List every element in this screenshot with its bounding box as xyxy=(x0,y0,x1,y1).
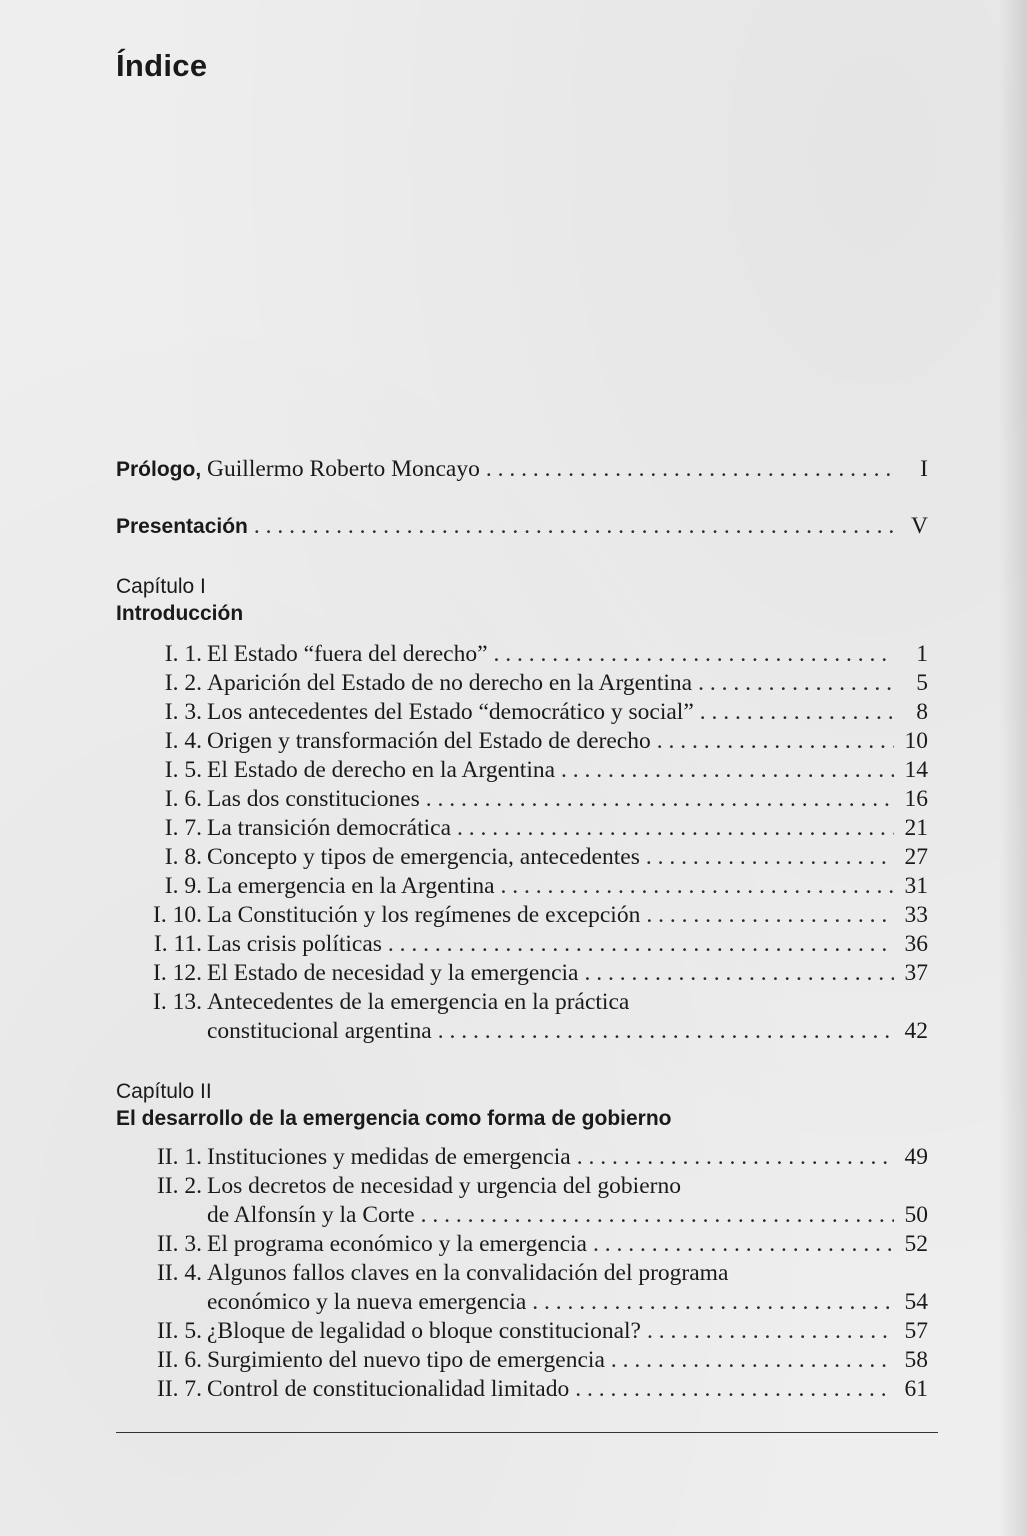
toc-entry xyxy=(116,872,928,901)
section-number: I. 3. xyxy=(164,699,202,725)
page-number: 42 xyxy=(904,1018,928,1044)
dot-leader xyxy=(698,669,894,698)
presentacion-label: Presentación xyxy=(116,515,248,538)
dot-leader xyxy=(575,1375,894,1404)
dot-leader xyxy=(561,756,894,785)
toc-entry xyxy=(116,901,928,930)
dot-leader xyxy=(647,1317,894,1346)
section-title: La Constitución y los regímenes de excepción xyxy=(207,902,641,928)
page-number: 37 xyxy=(904,960,928,986)
section-number: II. 3. xyxy=(156,1231,202,1257)
section-number: I. 6. xyxy=(164,786,202,812)
toc-entry-presentacion xyxy=(116,512,928,541)
toc-entry xyxy=(116,640,928,669)
section-title: Las dos constituciones xyxy=(207,786,420,812)
section-number: I. 4. xyxy=(164,728,202,754)
chapter-2-title: El desarrollo de la emergencia como forma de gobierno xyxy=(116,1107,672,1130)
dot-leader xyxy=(646,843,894,872)
page-number: 14 xyxy=(904,757,928,783)
toc-entry-continuation xyxy=(116,1017,928,1046)
dot-leader xyxy=(646,901,894,930)
page-number: V xyxy=(911,513,928,539)
toc-entry xyxy=(116,698,928,727)
toc-entry-title xyxy=(116,455,480,484)
dot-leader xyxy=(577,1143,894,1172)
dot-leader xyxy=(700,698,894,727)
section-title: Origen y transformación del Estado de derecho xyxy=(207,728,651,754)
section-number: II. 5. xyxy=(156,1318,202,1344)
toc-entry xyxy=(116,1143,928,1172)
toc-entry xyxy=(116,988,928,1017)
section-title: El programa económico y la emergencia xyxy=(207,1231,587,1257)
dot-leader xyxy=(593,1230,894,1259)
section-number: I. 10. xyxy=(153,902,202,928)
page-number: 57 xyxy=(904,1318,928,1344)
section-number: I. 1. xyxy=(164,641,202,667)
toc-entry xyxy=(116,756,928,785)
page-number: 54 xyxy=(904,1289,928,1315)
section-title: Antecedentes de la emergencia en la práctica xyxy=(207,989,630,1015)
toc-entry xyxy=(116,1346,928,1375)
prologo-author: Guillermo Roberto Moncayo xyxy=(207,456,480,482)
page-number: 52 xyxy=(904,1231,928,1257)
dot-leader xyxy=(501,872,894,901)
section-title: Surgimiento del nuevo tipo de emergencia xyxy=(207,1347,605,1373)
page-number: 36 xyxy=(904,931,928,957)
toc-entry xyxy=(116,1259,928,1288)
page-number: 1 xyxy=(916,641,928,667)
toc-entry xyxy=(116,727,928,756)
dot-leader xyxy=(254,512,894,541)
page-number: 31 xyxy=(904,873,928,899)
section-title-continued: de Alfonsín y la Corte xyxy=(207,1202,415,1228)
dot-leader xyxy=(585,959,895,988)
chapter-2-label: Capítulo II xyxy=(116,1080,212,1103)
section-title: ¿Bloque de legalidad o bloque constitucional? xyxy=(207,1318,641,1344)
dot-leader xyxy=(426,785,894,814)
section-title: El Estado “fuera del derecho” xyxy=(207,641,488,667)
section-title: Aparición del Estado de no derecho en la Argentina xyxy=(207,670,693,696)
page-number: 50 xyxy=(904,1202,928,1228)
index-heading: Índice xyxy=(116,48,208,83)
dot-leader xyxy=(388,930,894,959)
section-title: El Estado de necesidad y la emergencia xyxy=(207,960,579,986)
chapter-1-label: Capítulo I xyxy=(116,575,206,598)
dot-leader xyxy=(611,1346,894,1375)
toc-entry xyxy=(116,930,928,959)
dot-leader xyxy=(457,814,894,843)
section-title: Las crisis políticas xyxy=(207,931,382,957)
section-title-continued: económico y la nueva emergencia xyxy=(207,1289,527,1315)
section-number: I. 12. xyxy=(153,960,202,986)
section-title: Instituciones y medidas de emergencia xyxy=(207,1144,571,1170)
page-number: 27 xyxy=(904,844,928,870)
toc-entry xyxy=(116,1375,928,1404)
section-number: I. 7. xyxy=(164,815,202,841)
section-number: II. 4. xyxy=(156,1260,202,1286)
page-edge-shadow xyxy=(999,0,1027,1536)
page-number: 5 xyxy=(916,670,928,696)
dot-leader xyxy=(657,727,894,756)
page-number: I xyxy=(920,456,928,482)
dot-leader xyxy=(438,1017,894,1046)
section-title: Concepto y tipos de emergencia, antecedentes xyxy=(207,844,640,870)
page-number: 16 xyxy=(904,786,928,812)
section-title: Los decretos de necesidad y urgencia del gobierno xyxy=(207,1173,681,1199)
page-number: 58 xyxy=(904,1347,928,1373)
toc-entry xyxy=(116,843,928,872)
toc-entry xyxy=(116,1230,928,1259)
page-number: 33 xyxy=(904,902,928,928)
toc-entry xyxy=(116,1317,928,1346)
section-number: I. 9. xyxy=(164,873,202,899)
page-number: 61 xyxy=(904,1376,928,1402)
page-number: 10 xyxy=(904,728,928,754)
prologo-label: Prólogo, xyxy=(116,458,202,481)
toc-entry xyxy=(116,959,928,988)
toc-entry xyxy=(116,1172,928,1201)
page-number: 49 xyxy=(904,1144,928,1170)
section-number: I. 5. xyxy=(164,757,202,783)
toc-entry-continuation xyxy=(116,1201,928,1230)
section-number: I. 8. xyxy=(164,844,202,870)
section-title: El Estado de derecho en la Argentina xyxy=(207,757,556,783)
section-number: II. 1. xyxy=(156,1144,202,1170)
dot-leader xyxy=(486,455,894,484)
section-number: II. 6. xyxy=(156,1347,202,1373)
dot-leader xyxy=(532,1288,894,1317)
chapter-1-title: Introducción xyxy=(116,602,244,625)
section-title: La emergencia en la Argentina xyxy=(207,873,495,899)
section-title: La transición democrática xyxy=(207,815,452,841)
section-title: Los antecedentes del Estado “democrático y social” xyxy=(207,699,694,725)
section-title-continued: constitucional argentina xyxy=(207,1018,432,1044)
section-title: Control de constitucionalidad limitado xyxy=(207,1376,570,1402)
bottom-rule xyxy=(116,1432,938,1433)
toc-entry xyxy=(116,669,928,698)
section-number: I. 2. xyxy=(164,670,202,696)
section-title: Algunos fallos claves en la convalidación del programa xyxy=(207,1260,729,1286)
toc-entry xyxy=(116,814,928,843)
dot-leader xyxy=(421,1201,894,1230)
section-number: II. 2. xyxy=(156,1173,202,1199)
page-number: 21 xyxy=(904,815,928,841)
toc-entry xyxy=(116,785,928,814)
section-number: I. 11. xyxy=(153,931,202,957)
section-number: I. 13. xyxy=(153,989,202,1015)
section-number: II. 7. xyxy=(156,1376,202,1402)
page-number: 8 xyxy=(916,699,928,725)
toc-entry-prologo xyxy=(116,455,928,484)
dot-leader xyxy=(494,640,894,669)
toc-entry-continuation xyxy=(116,1288,928,1317)
